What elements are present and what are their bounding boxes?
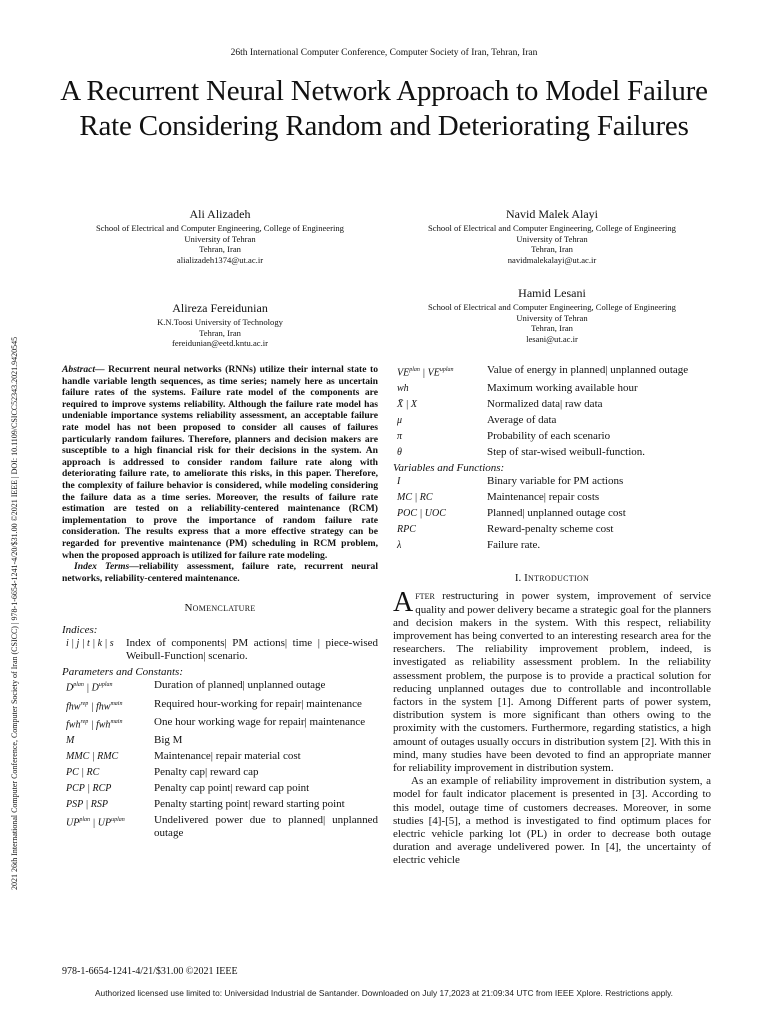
abstract <box>62 364 378 561</box>
nomenclature-symbol: i | j | t | k | s <box>66 638 114 650</box>
nomenclature-symbol: π <box>397 431 403 443</box>
conference-header: 26th International Computer Conference, Computer Society of Iran, Tehran, Iran <box>230 48 538 58</box>
nomenclature-row <box>62 637 378 663</box>
nomenclature-symbol: wh <box>397 383 409 395</box>
nomenclature-row <box>393 364 711 379</box>
nomenclature-row <box>393 398 711 411</box>
author-dept: School of Electrical and Computer Engineering, College of Engineering <box>96 223 344 233</box>
nomenclature-row <box>393 507 711 520</box>
nomenclature-row <box>62 734 378 747</box>
nomenclature-definition: Index of components| PM actions| time | piece-wised Weibull-Function| scenario. <box>126 637 378 663</box>
abstract-text: Recurrent neural networks (RNNs) utilize their internal state to handle variable length sequences, as time series; namely here as uncertain failure rates of the systems. Failure rate model of the components are required to improve systems reliability. Although the failure rate model has undeniable importance systems reliability assessment, an acceptable failure rate model has not been proposed to consider all causes of failures particularly random failures. Therefore, planners and decision makers are susceptible to a high financial risk for their decisions in the system. An approach is addressed to consider random failure rate along with deteriorating failure rate, to ameliorate this risks, in this paper. Therefore, the complexity of failure behavior is considered, while modeling considering the failure data as a time series. Moreover, the results of failure rate estimation are tested on a reliability-centered maintenance (RCM) implementation to prove the importance of random failure rate consideration. The results express that a more effective strategy can be regarded for preventive maintenance (PM) scheduling in RCM problem, when the proposed approach is utilized for failure rate modeling. <box>62 364 378 561</box>
author-dept: School of Electrical and Computer Engineering, College of Engineering <box>428 302 676 312</box>
author-city: Tehran, Iran <box>199 244 241 254</box>
nomenclature-symbol: fwh$^{rep}$ | fwh$^{main}$ <box>66 718 123 731</box>
nomenclature-symbol: PSP | RSP <box>66 799 109 811</box>
nomenclature-row <box>393 523 711 536</box>
nomenclature-definition: Probability of each scenario <box>487 430 611 443</box>
author-block-4 <box>393 286 711 344</box>
indices-heading: Indices: <box>62 624 98 637</box>
section-title: Introduction <box>524 572 590 585</box>
nomenclature-definition: Maintenance| repair material cost <box>154 750 301 763</box>
intro-paragraph-2: As an example of reliability improvement in distribution system, a model for fault indicator placement is presented in [3]. According to this model, outage time of customers decreases. Moreover, in some studies [4]-[5], a method is investigated to find optimum places for electric vehicle parking lot (PL) in order to decrease both outage duration and average undelivered power. In [4], the uncertainty of electric vehicle <box>393 775 711 867</box>
params-heading: Parameters and Constants: <box>62 666 183 679</box>
nomenclature-definition: Maximum working available hour <box>487 382 638 395</box>
abstract-lead: Abstract— <box>62 364 105 375</box>
nomenclature-symbol: $VE^{plan}$ | $VE^{uplan}$ <box>397 367 454 379</box>
nomenclature-definition: One hour working wage for repair| maintenance <box>154 715 366 728</box>
nomenclature-definition: Planned| unplanned outage cost <box>487 507 626 520</box>
left-column <box>62 364 378 843</box>
nomenclature-symbol: $UP^{plan}$ | $UP^{uplan}$ <box>66 817 125 829</box>
nomenclature-row <box>62 766 378 779</box>
nomenclature-symbol: I <box>397 476 401 488</box>
nomenclature-symbol: θ <box>397 447 402 459</box>
nomenclature-symbol: M <box>66 735 75 747</box>
nomenclature-definition: Maintenance| repair costs <box>487 491 600 504</box>
paper-title: A Recurrent Neural Network Approach to Model Failure Rate Considering Random and Deteriorating Failures <box>60 75 708 142</box>
nomenclature-row <box>62 679 378 694</box>
nomenclature-row <box>62 782 378 795</box>
author-dept: School of Electrical and Computer Engineering, College of Engineering <box>428 223 676 233</box>
nomenclature-row <box>62 698 378 713</box>
nomenclature-definition: Value of energy in planned| unplanned outage <box>487 364 689 376</box>
nomenclature-symbol: MC | RC <box>397 492 433 504</box>
nomenclature-symbol: fhw$^{rep}$ | fhw$^{main}$ <box>66 700 123 712</box>
author-block-2 <box>393 207 711 265</box>
nomenclature-definition: Normalized data| raw data <box>487 398 603 411</box>
index-terms <box>62 561 378 584</box>
author-block-1 <box>62 207 378 265</box>
drop-cap: A <box>393 587 414 619</box>
nomenclature-heading: Nomenclature <box>184 602 256 615</box>
author-city: Tehran, Iran <box>531 323 573 333</box>
nomenclature-row <box>393 430 711 443</box>
footer-authorization: Authorized licensed use limited to: Universidad Industrial de Santander. Downloaded on July 17,2023 at 21:09:34 UTC from IEEE Xplore. Restrictions apply. <box>94 988 674 998</box>
introduction-heading <box>393 572 711 584</box>
nomenclature-row <box>62 716 378 731</box>
nomenclature-definition: Reward-penalty scheme cost <box>487 523 614 536</box>
nomenclature-definition: Binary variable for PM actions <box>487 475 624 488</box>
nomenclature-definition: Penalty cap| reward cap <box>154 766 259 779</box>
nomenclature-row <box>62 750 378 763</box>
nomenclature-row <box>393 382 711 395</box>
first-word-rest: fter <box>415 590 435 603</box>
nomenclature-definition: Step of star-wised weibull-function. <box>487 446 646 459</box>
nomenclature-definition: Big M <box>154 734 183 747</box>
nomenclature-definition: Undelivered power due to planned| unplanned outage <box>154 814 378 840</box>
paragraph-text: restructuring in power system, improvement of service quality and power delivery became a strategic goal for the planners and decision makers in the system. With this respect, reliability improvement has being converted to an interesting research area for the researchers. The reliability improvement problem, indeed, is investigated as reliability assessment problem. In the reliability assessment problem, the purpose is to provide a practical solution for reducing unplanned outages due to controllable and incontrollable factors in the system [1]. Among Different parts of power system, distribution system is more significant than others owing to the proximity with the customers. Furthermore, regarding statistics, a high amount of outages usually occurs in distribution system [2]. With this in mind, many studies have been devoted to find an appropriate manner for reliability improvement in distribution system. <box>393 590 711 774</box>
side-doi-text: 2021 26th International Computer Conference, Computer Society of Iran (CSICC) | 978-1-6654-1241-4/20/$31.00 ©2021 IEEE | DOI: 10.1109/CSICC52343.2021.9420545 <box>10 336 19 890</box>
author-email[interactable]: fereidunian@eetd.kntu.ac.ir <box>172 338 268 348</box>
nomenclature-row <box>393 446 711 459</box>
nomenclature-definition: Penalty starting point| reward starting point <box>154 798 345 811</box>
intro-paragraph-1 <box>393 587 711 775</box>
nomenclature-row <box>62 798 378 811</box>
index-terms-lead: Index Terms— <box>74 561 139 573</box>
nomenclature-symbol: RPC <box>397 524 416 536</box>
nomenclature-definition: Penalty cap point| reward cap point <box>154 782 310 795</box>
nomenclature-symbol: $D^{plan}$ | $D^{uplan}$ <box>66 682 113 694</box>
nomenclature-row <box>393 475 711 488</box>
nomenclature-definition: Duration of planned| unplanned outage <box>154 679 326 692</box>
section-number: I. <box>514 572 522 585</box>
author-org: University of Tehran <box>516 233 588 244</box>
index-terms-text: reliability assessment, failure rate, recurrent neural networks, reliability-centered maintenance. <box>62 561 378 584</box>
author-org: University of Tehran <box>184 233 256 244</box>
author-email[interactable]: lesani@ut.ac.ir <box>526 333 578 344</box>
nomenclature-row <box>62 814 378 840</box>
footer-isbn: 978-1-6654-1241-4/21/$31.00 ©2021 IEEE <box>62 966 238 977</box>
nomenclature-symbol: PC | RC <box>66 767 100 779</box>
nomenclature-symbol: μ <box>397 415 403 427</box>
author-org: University of Tehran <box>516 312 588 323</box>
nomenclature-symbol: MMC | RMC <box>66 751 119 763</box>
author-city: Tehran, Iran <box>531 244 573 254</box>
author-name: Hamid Lesani <box>518 286 586 300</box>
author-name: Navid Malek Alayi <box>506 207 598 221</box>
nomenclature-definition: Required hour-working for repair| maintenance <box>154 697 362 710</box>
nomenclature-row <box>393 539 711 552</box>
author-email[interactable]: alializadeh1374@ut.ac.ir <box>176 254 264 265</box>
nomenclature-symbol: λ <box>397 540 402 552</box>
author-org: Tehran, Iran <box>199 327 241 338</box>
vars-heading: Variables and Functions: <box>393 462 505 475</box>
author-name: Ali Alizadeh <box>189 207 251 221</box>
nomenclature-definition: Failure rate. <box>487 539 541 552</box>
author-name: Alireza Fereidunian <box>172 301 268 315</box>
nomenclature-row <box>393 414 711 427</box>
author-email[interactable]: navidmalekalayi@ut.ac.ir <box>507 254 597 265</box>
author-block-3 <box>62 301 378 349</box>
nomenclature-symbol: POC | UOC <box>397 508 446 520</box>
nomenclature-definition: Average of data <box>487 414 557 427</box>
author-dept: K.N.Toosi University of Technology <box>157 317 283 327</box>
nomenclature-symbol: X̄ | X <box>397 399 417 411</box>
right-column <box>393 364 711 868</box>
nomenclature-row <box>393 491 711 504</box>
nomenclature-symbol: PCP | RCP <box>66 783 112 795</box>
